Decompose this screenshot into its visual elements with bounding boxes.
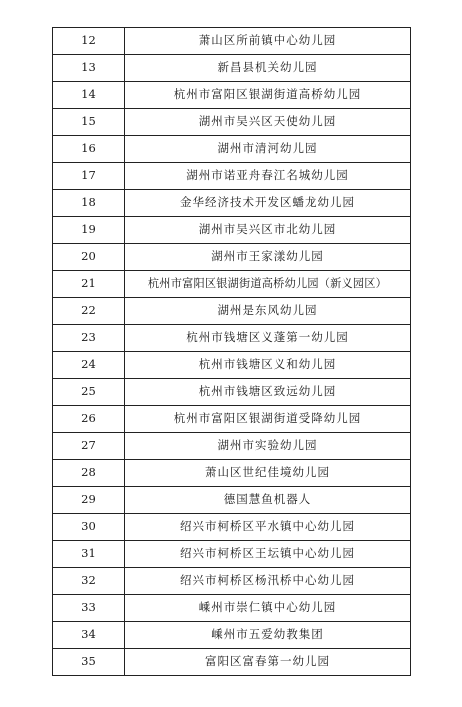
kindergarten-name-cell: 绍兴市柯桥区杨汛桥中心幼儿园 xyxy=(125,568,411,595)
table-row xyxy=(53,433,411,460)
table-row xyxy=(53,109,411,136)
row-number-cell: 22 xyxy=(53,298,125,325)
row-number-cell: 17 xyxy=(53,163,125,190)
table-body xyxy=(53,28,411,676)
kindergarten-name-cell: 杭州市富阳区银湖街道高桥幼儿园 xyxy=(125,82,411,109)
row-number-cell: 34 xyxy=(53,622,125,649)
row-number-cell: 12 xyxy=(53,28,125,55)
table-row xyxy=(53,55,411,82)
row-number-cell: 25 xyxy=(53,379,125,406)
table-row xyxy=(53,487,411,514)
table-row xyxy=(53,82,411,109)
row-number-cell: 35 xyxy=(53,649,125,676)
row-number-cell: 27 xyxy=(53,433,125,460)
kindergarten-name-cell: 杭州市富阳区银湖街道高桥幼儿园（新义园区） xyxy=(125,271,411,298)
table-row xyxy=(53,352,411,379)
kindergarten-name-cell: 杭州市钱塘区义蓬第一幼儿园 xyxy=(125,325,411,352)
row-number-cell: 32 xyxy=(53,568,125,595)
row-number-cell: 26 xyxy=(53,406,125,433)
table-row xyxy=(53,622,411,649)
row-number-cell: 15 xyxy=(53,109,125,136)
table-row xyxy=(53,325,411,352)
row-number-cell: 24 xyxy=(53,352,125,379)
kindergarten-name-cell: 新昌县机关幼儿园 xyxy=(125,55,411,82)
kindergarten-name-cell: 湖州市诺亚舟春江名城幼儿园 xyxy=(125,163,411,190)
table-row xyxy=(53,460,411,487)
kindergarten-name-cell: 富阳区富春第一幼儿园 xyxy=(125,649,411,676)
table-row xyxy=(53,136,411,163)
kindergarten-name-cell: 湖州市吴兴区天使幼儿园 xyxy=(125,109,411,136)
row-number-cell: 30 xyxy=(53,514,125,541)
table-row xyxy=(53,379,411,406)
row-number-cell: 14 xyxy=(53,82,125,109)
kindergarten-name-cell: 嵊州市崇仁镇中心幼儿园 xyxy=(125,595,411,622)
kindergarten-name-cell: 萧山区世纪佳境幼儿园 xyxy=(125,460,411,487)
row-number-cell: 16 xyxy=(53,136,125,163)
table-row xyxy=(53,163,411,190)
kindergarten-name-cell: 杭州市钱塘区义和幼儿园 xyxy=(125,352,411,379)
row-number-cell: 29 xyxy=(53,487,125,514)
kindergarten-name-cell: 湖州市吴兴区市北幼儿园 xyxy=(125,217,411,244)
table-row xyxy=(53,514,411,541)
table-row xyxy=(53,541,411,568)
table-row xyxy=(53,271,411,298)
kindergarten-list-table xyxy=(52,27,411,676)
row-number-cell: 28 xyxy=(53,460,125,487)
kindergarten-name-cell: 绍兴市柯桥区平水镇中心幼儿园 xyxy=(125,514,411,541)
table-row xyxy=(53,406,411,433)
kindergarten-name-cell: 杭州市钱塘区致远幼儿园 xyxy=(125,379,411,406)
row-number-cell: 13 xyxy=(53,55,125,82)
kindergarten-name-cell: 湖州是东风幼儿园 xyxy=(125,298,411,325)
kindergarten-name-cell: 金华经济技术开发区蟠龙幼儿园 xyxy=(125,190,411,217)
row-number-cell: 18 xyxy=(53,190,125,217)
row-number-cell: 23 xyxy=(53,325,125,352)
kindergarten-name-cell: 萧山区所前镇中心幼儿园 xyxy=(125,28,411,55)
table-row xyxy=(53,28,411,55)
row-number-cell: 33 xyxy=(53,595,125,622)
row-number-cell: 31 xyxy=(53,541,125,568)
row-number-cell: 19 xyxy=(53,217,125,244)
kindergarten-name-cell: 嵊州市五爱幼教集团 xyxy=(125,622,411,649)
table-row xyxy=(53,298,411,325)
kindergarten-name-cell: 杭州市富阳区银湖街道受降幼儿园 xyxy=(125,406,411,433)
kindergarten-name-cell: 湖州市清河幼儿园 xyxy=(125,136,411,163)
kindergarten-name-cell: 湖州市王家漾幼儿园 xyxy=(125,244,411,271)
table-row xyxy=(53,244,411,271)
row-number-cell: 21 xyxy=(53,271,125,298)
table-row xyxy=(53,595,411,622)
table-row xyxy=(53,649,411,676)
kindergarten-name-cell: 绍兴市柯桥区王坛镇中心幼儿园 xyxy=(125,541,411,568)
kindergarten-name-cell: 湖州市实验幼儿园 xyxy=(125,433,411,460)
row-number-cell: 20 xyxy=(53,244,125,271)
table-row xyxy=(53,217,411,244)
table-row xyxy=(53,190,411,217)
table-row xyxy=(53,568,411,595)
kindergarten-name-cell: 德国慧鱼机器人 xyxy=(125,487,411,514)
